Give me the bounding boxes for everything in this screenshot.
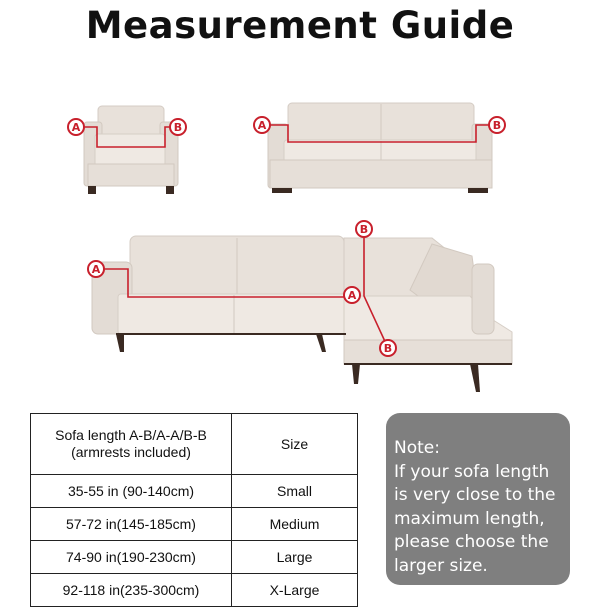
armchair-image	[84, 106, 178, 194]
marker-a-sectional-left	[88, 261, 104, 277]
svg-text:A: A	[347, 289, 357, 302]
note-line: maximum length,	[394, 508, 545, 529]
table-row	[31, 541, 358, 574]
svg-text:B: B	[173, 121, 183, 134]
svg-text:A: A	[71, 121, 81, 134]
marker-b-sofa	[489, 117, 505, 133]
length-cell: 35-55 in (90-140cm)	[31, 475, 232, 508]
size-cell: Small	[232, 475, 358, 508]
table-row	[31, 475, 358, 508]
marker-b-sectional-top	[356, 221, 372, 237]
length-cell: 92-118 in(235-300cm)	[31, 574, 232, 607]
three-seat-sofa-image	[268, 103, 492, 193]
svg-text:A: A	[91, 263, 101, 276]
size-cell: Large	[232, 541, 358, 574]
size-table	[30, 413, 358, 607]
note-box	[386, 413, 570, 585]
svg-text:A: A	[257, 119, 267, 132]
sectional-sofa-image	[92, 234, 512, 392]
length-column-header: Sofa length A-B/A-A/B-B (armrests included)	[31, 414, 232, 475]
size-cell: Medium	[232, 508, 358, 541]
note-heading: Note:	[394, 438, 440, 458]
table-row	[31, 508, 358, 541]
svg-text:B: B	[359, 223, 369, 236]
note-line: please choose the	[394, 532, 549, 552]
size-cell: X-Large	[232, 574, 358, 607]
size-column-header: Size	[232, 414, 358, 475]
length-cell: 57-72 in(145-185cm)	[31, 508, 232, 541]
length-cell: 74-90 in(190-230cm)	[31, 541, 232, 574]
marker-a-armchair	[68, 119, 84, 135]
note-line: larger size.	[394, 555, 488, 576]
svg-text:B: B	[383, 342, 393, 355]
note-line: is very close to the	[394, 485, 556, 505]
marker-a-sectional-corner	[344, 287, 360, 303]
marker-b-armchair	[170, 119, 186, 135]
note-line: If your sofa length	[394, 461, 550, 482]
page-title: Measurement Guide	[85, 4, 515, 47]
svg-text:B: B	[492, 119, 502, 132]
table-header-row	[31, 414, 358, 475]
marker-a-sofa	[254, 117, 270, 133]
table-row	[31, 574, 358, 607]
marker-b-sectional-chaise	[380, 340, 396, 356]
